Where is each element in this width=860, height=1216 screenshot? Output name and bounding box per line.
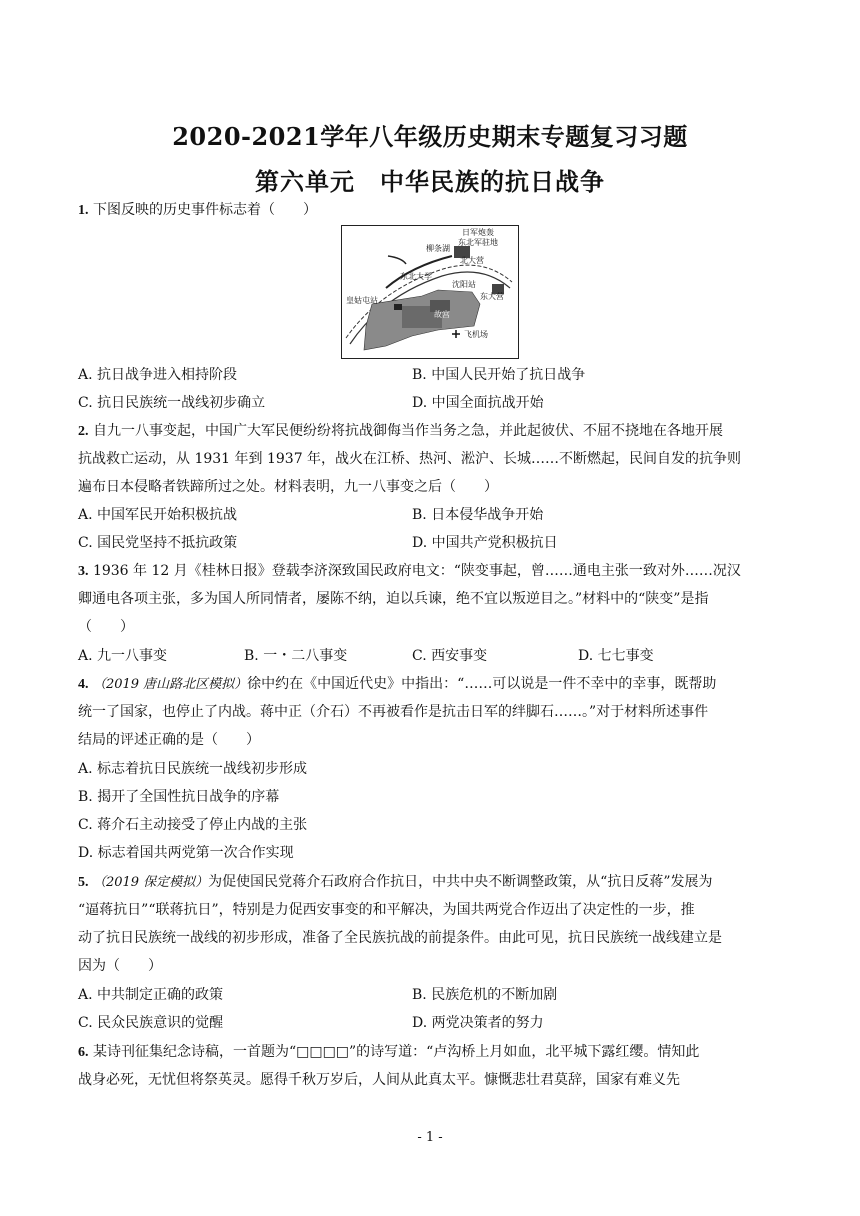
question-5-line-4: 因为（ ） <box>78 958 162 974</box>
question-5-line-3: 动了抗日民族统一战线的初步形成，准备了全民族抗战的前提条件。由此可见，抗日民族统一战线建立是 <box>78 930 722 946</box>
page-number: - 1 - <box>417 1130 443 1145</box>
question-text: 某诗刊征集纪念诗稿，一首题为“□□□□”的诗写道：“卢沟桥上月如血，北平城下露红缨。情知此 <box>92 1044 700 1060</box>
question-number: 4. <box>78 677 89 692</box>
map-label: 日军炮轰 <box>462 228 494 237</box>
unit-subtitle: 第六单元 中华民族的抗日战争 <box>255 167 605 196</box>
map-label: 沈阳站 <box>452 280 476 289</box>
map-label: 柳条湖 <box>426 244 450 253</box>
question-source: （2019 唐山路北区模拟） <box>92 677 248 692</box>
q5-option-c: C. 民众民族意识的觉醒 <box>78 1015 224 1031</box>
question-text: 徐中约在《中国近代史》中指出：“……可以说是一件不幸中的幸事，既帮助 <box>247 676 717 692</box>
question-4-line-1 <box>78 674 716 695</box>
q2-option-c: C. 国民党坚持不抵抗政策 <box>78 535 238 551</box>
question-5-line-2: “逼蒋抗日”“联蒋抗日”，特别是力促西安事变的和平解决，为国共两党合作迈出了决定性的一步，推 <box>78 902 695 918</box>
question-5-line-1 <box>78 872 712 893</box>
q1-option-d: D. 中国全面抗战开始 <box>412 395 544 411</box>
q5-option-a: A. 中共制定正确的政策 <box>78 987 224 1003</box>
question-number: 1. <box>78 203 89 218</box>
question-number: 3. <box>78 564 89 579</box>
question-number: 2. <box>78 424 89 439</box>
document-title: 2020-2021学年八年级历史期末专题复习习题 <box>172 122 688 151</box>
question-3-line-2: 卿通电各项主张，多为国人所同情者，屡陈不纳，迫以兵谏，绝不宜以叛逆目之。”材料中的“陕变”是指 <box>78 591 709 607</box>
question-6-line-2: 战身必死，无忧但将祭英灵。愿得千秋万岁后，人间从此真太平。慷慨悲壮君莫辞，国家有难义先 <box>78 1072 680 1088</box>
q2-option-b: B. 日本侵华战争开始 <box>412 507 544 523</box>
q1-option-b: B. 中国人民开始了抗日战争 <box>412 367 586 383</box>
question-source: （2019 保定模拟） <box>92 875 209 890</box>
map-label: 皇姑屯站 <box>346 296 378 305</box>
q4-option-a: A. 标志着抗日民族统一战线初步形成 <box>78 761 308 777</box>
question-4-line-2: 统一了国家，也停止了内战。蒋中正（介石）不再被看作是抗击日军的绊脚石……。”对于材料所述事件 <box>78 704 709 720</box>
map-label: 故宫 <box>434 310 450 319</box>
q3-option-a: A. 九一八事变 <box>78 648 168 664</box>
question-3-line-3: （ ） <box>78 619 134 635</box>
q4-option-d: D. 标志着国共两党第一次合作实现 <box>78 845 294 861</box>
question-2-line-3: 遍布日本侵略者铁蹄所过之处。材料表明，九一八事变之后（ ） <box>78 479 498 495</box>
q1-option-c: C. 抗日民族统一战线初步确立 <box>78 395 266 411</box>
question-text: 为促使国民党蒋介石政府合作抗日，中共中央不断调整政策，从“抗日反蒋”发展为 <box>208 874 713 890</box>
q3-option-d: D. 七七事变 <box>578 648 654 664</box>
q1-option-a: A. 抗日战争进入相持阶段 <box>78 367 238 383</box>
q4-option-c: C. 蒋介石主动接受了停止内战的主张 <box>78 817 308 833</box>
q5-option-d: D. 两党决策者的努力 <box>412 1015 544 1031</box>
question-2-line-1 <box>78 421 723 442</box>
map-label: 北大营 <box>460 256 484 265</box>
q2-option-a: A. 中国军民开始积极抗战 <box>78 507 238 523</box>
question-2-line-2: 抗战救亡运动，从 1931 年到 1937 年，战火在江桥、热河、淞沪、长城……不断燃起，民间自发的抗争则 <box>78 451 742 467</box>
map-label: 东北军驻地 <box>458 238 498 247</box>
question-6-line-1 <box>78 1042 699 1063</box>
map-label: 飞机场 <box>464 330 488 339</box>
mukden-incident-map <box>341 225 519 359</box>
question-text: 1936 年 12 月《桂林日报》登载李济深致国民政府电文：“陕变事起，曾……通电主张一致对外……况汉 <box>92 563 741 579</box>
question-1-stem <box>78 200 317 221</box>
q4-option-b: B. 揭开了全国性抗日战争的序幕 <box>78 789 280 805</box>
question-number: 6. <box>78 1045 89 1060</box>
question-text: 自九一八事变起，中国广大军民便纷纷将抗战御侮当作当务之急，并此起彼伏、不屈不挠地在各地开展 <box>92 423 723 439</box>
q5-option-b: B. 民族危机的不断加剧 <box>412 987 558 1003</box>
question-3-line-1 <box>78 561 741 582</box>
question-text: 下图反映的历史事件标志着（ ） <box>92 202 317 218</box>
q3-option-b: B. 一・二八事变 <box>244 648 348 664</box>
map-label: 东大营 <box>480 292 504 301</box>
map-label: 东北大学 <box>400 272 432 281</box>
question-4-line-3: 结局的评述正确的是（ ） <box>78 732 260 748</box>
q2-option-d: D. 中国共产党积极抗日 <box>412 535 558 551</box>
question-number: 5. <box>78 875 89 890</box>
q3-option-c: C. 西安事变 <box>412 648 488 664</box>
